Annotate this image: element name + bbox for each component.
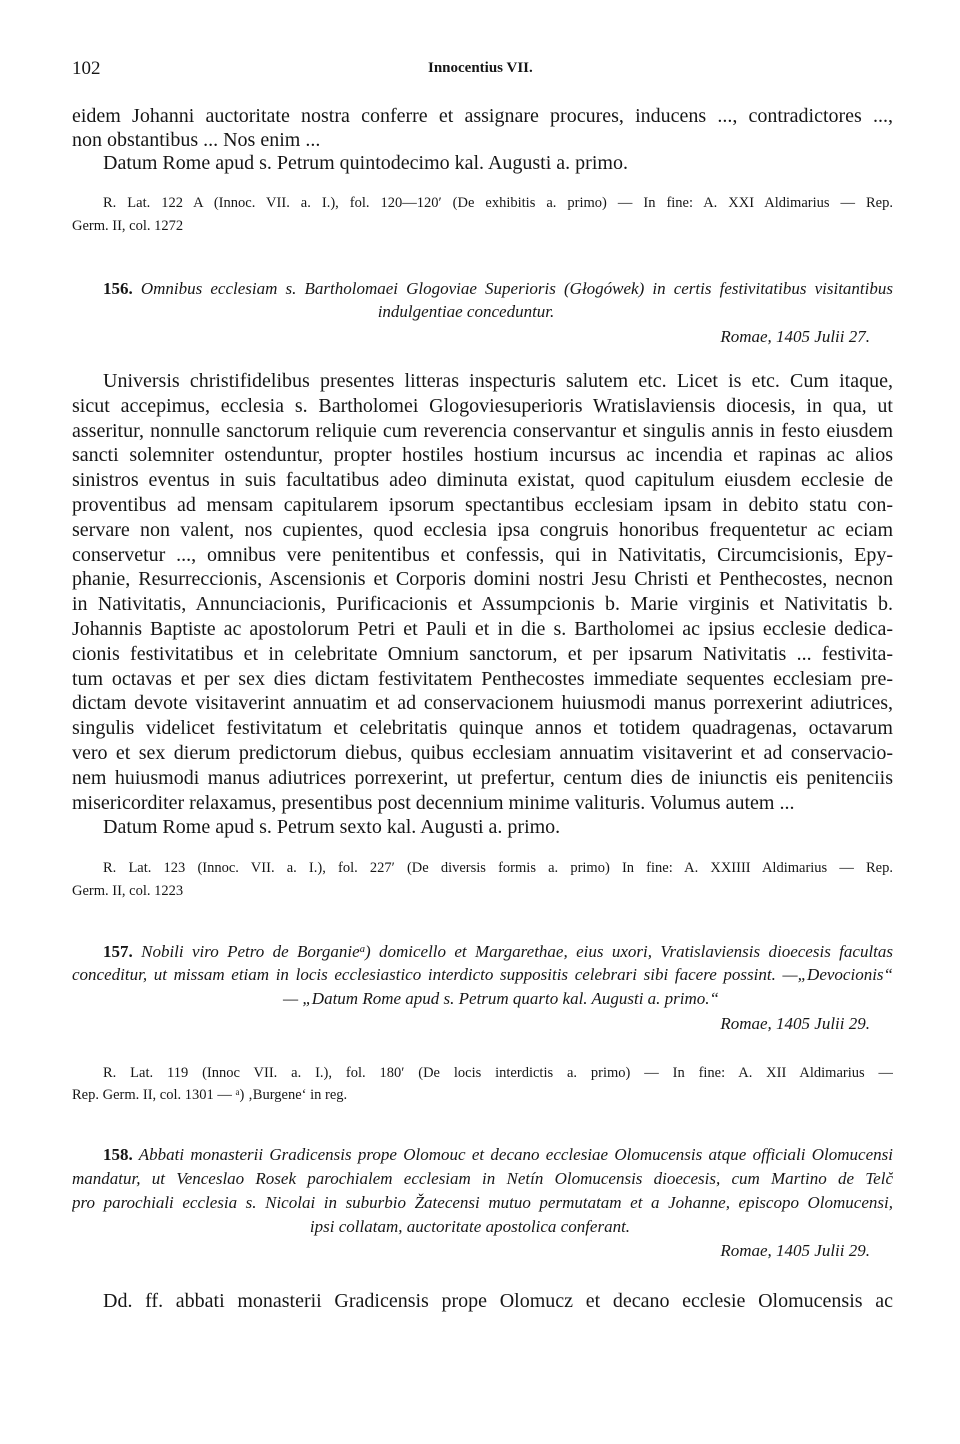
- datum-line: Datum Rome apud s. Petrum quintodecimo kal. Augusti a. primo.: [103, 152, 628, 174]
- entry-156-text-line: asseritur, nonnulle sanctorum reliquie cum reverencia conservantur et singulis annis in festo eiusdem: [72, 420, 893, 442]
- entry-156-text-line: phanie, Resurreccionis, Ascensionis et Corporis domini nostri Jesu Christi et Penthecostes, necnon: [72, 568, 893, 590]
- entry-156-text-line: vero et sex dierum predictorum diebus, quibus ecclesiam annuatim visitaverint et ad conservacio-: [72, 742, 893, 764]
- entry-157-date: Romae, 1405 Julii 29.: [720, 1014, 870, 1033]
- regest-text: ) domicello et Margarethae, eius uxori, Vratislaviensis dioecesis facultas: [364, 942, 893, 961]
- entry-156-text-line: sicut accepimus, ecclesia s. Bartholomei Glogoviesuperioris Wratislaviensis diocesis, in qua, ut: [72, 395, 893, 417]
- source-note-line: R. Lat. 122 A (Innoc. VII. a. I.), fol. 120—120′ (De exhibitis a. primo) — In fine: A. XXI Aldimarius — Rep.: [103, 195, 893, 211]
- source-note-text: Rep. Germ. II, col. 1301 —: [72, 1087, 232, 1103]
- entry-156-text-line: proventibus ad mensam capitularem ipsorum spectantibus ecclesiam ipsam in debito statu con-: [72, 494, 893, 516]
- text-line: non obstantibus ... Nos enim ...: [72, 129, 321, 151]
- entry-156-text-line: sinistros eventus in suis facultatibus adeo diminuta existat, quod capitulum eiusdem ecclesie de: [72, 469, 893, 491]
- entry-156-text-line: sancti solemniter ostenduntur, propter hostiles hostium incursus ac incendia et rapinas ac alios: [72, 444, 893, 466]
- entry-158-date: Romae, 1405 Julii 29.: [720, 1241, 870, 1260]
- entry-158-text-line: Dd. ff. abbati monasterii Gradicensis prope Olomucz et decano ecclesie Olomucensis ac: [103, 1290, 893, 1312]
- entry-number: 156.: [103, 279, 133, 298]
- entry-156-regest-line: indulgentiae conceduntur.: [377, 302, 555, 321]
- source-note-line: [72, 1085, 893, 1105]
- footnote-text: ) ‚Burgene‘ in reg.: [239, 1087, 348, 1103]
- entry-156-text-line: nem huiusmodi manus adiutrices porrexerint, ut prefertur, centum dies de iniunctis eis penitenciis: [72, 767, 893, 789]
- regest-text: Nobili viro Petro de Borganie: [141, 942, 360, 961]
- entry-156-text-line: dictam devote visitaverint annuatim et ad conservacionem huiusmodi manus porrexerint adiutrices,: [72, 692, 893, 714]
- entry-158-regest-line: pro parochiali ecclesia s. Nicolai in suburbio Žatecensi mutuo permutatam et a Johanne, episcopo Olomucensi,: [72, 1193, 893, 1212]
- source-note-line: R. Lat. 119 (Innoc VII. a. I.), fol. 180′ (De locis interdictis a. primo) — In fine: A. XII Aldimarius —: [103, 1065, 893, 1081]
- entry-156-text-line: conservetur ..., omnibus vere penitentibus et confessis, qui in Nativitatis, Circumcisionis, Epy-: [72, 544, 893, 566]
- entry-156-text-line: servare non valent, nos cupientes, quod ecclesia ipsa congruis honoribus frequentetur ac eciam: [72, 519, 893, 541]
- entry-157-regest-line: — „Datum Rome apud s. Petrum quarto kal. Augusti a. primo.“: [282, 989, 720, 1008]
- entry-156-text-line: tum octavas et per sex dies dictam festivitatem Penthecostes immediate sequentes ecclesiam pre-: [72, 668, 893, 690]
- entry-156-text-line: Johannis Baptiste ac apostolorum Petri et Pauli et in die s. Bartholomei ac ipsius ecclesie dedica-: [72, 618, 893, 640]
- source-note-line: Germ. II, col. 1223: [72, 883, 184, 899]
- source-note-line: Germ. II, col. 1272: [72, 218, 184, 234]
- regest-text: Omnibus ecclesiam s. Bartholomaei Glogoviae Superioris (Głogówek) in certis festivitatibus visitantibus: [140, 279, 893, 298]
- entry-number: 158.: [103, 1145, 133, 1164]
- entry-156-text-line: cionis festivitatibus et in celebritate Omnium sanctorum, et per ipsarum Nativitatis ... festivita-: [72, 643, 893, 665]
- running-title: Innocentius VII.: [428, 60, 533, 76]
- entry-156-text-line: in Nativitatis, Annunciacionis, Purificacionis et Assumpcionis b. Marie virginis et Nativitatis b.: [72, 593, 893, 615]
- datum-line: Datum Rome apud s. Petrum sexto kal. Augusti a. primo.: [103, 816, 561, 838]
- footnote-reference: a: [359, 943, 365, 955]
- entry-156-date: Romae, 1405 Julii 27.: [720, 327, 870, 346]
- footnote-mark: a: [235, 1086, 240, 1097]
- entry-156-regest-line: [103, 278, 893, 300]
- entry-157-regest-line: [103, 941, 893, 963]
- entry-number: 157.: [103, 942, 133, 961]
- regest-text: Abbati monasterii Gradicensis prope Olomouc et decano ecclesiae Olomucensis atque officiali Olomucensi: [138, 1145, 893, 1164]
- source-note-line: R. Lat. 123 (Innoc. VII. a. I.), fol. 227′ (De diversis formis a. primo) In fine: A. XXIIII Aldimarius — Rep.: [103, 860, 893, 876]
- entry-158-regest-line: mandatur, ut Venceslao Rosek parochialem ecclesiam in Netín Olomucensis dioecesis, cum Martino de Telč: [72, 1169, 893, 1188]
- entry-156-text-line: Universis christifidelibus presentes litteras inspecturis salutem etc. Licet is etc. Cum itaque,: [103, 370, 893, 392]
- entry-156-text-line: misericorditer relaxamus, presentibus post decennium minime valituris. Volumus autem ...: [72, 792, 795, 814]
- text-line: eidem Johanni auctoritate nostra conferre et assignare procures, inducens ..., contradictores ...,: [72, 105, 893, 127]
- entry-157-regest-line: conceditur, ut missam etiam in locis ecclesiastico interdicto suppositis celebrari sibi facere possint. —„Devocionis“: [72, 965, 893, 984]
- page-number: 102: [72, 58, 101, 79]
- entry-158-regest-line: [103, 1144, 893, 1166]
- entry-158-regest-line: ipsi collatam, auctoritate apostolica conferant.: [309, 1217, 631, 1236]
- entry-156-text-line: singulis videlicet festivitatum et celebritatis quinque annos et totidem quadragenas, octavarum: [72, 717, 893, 739]
